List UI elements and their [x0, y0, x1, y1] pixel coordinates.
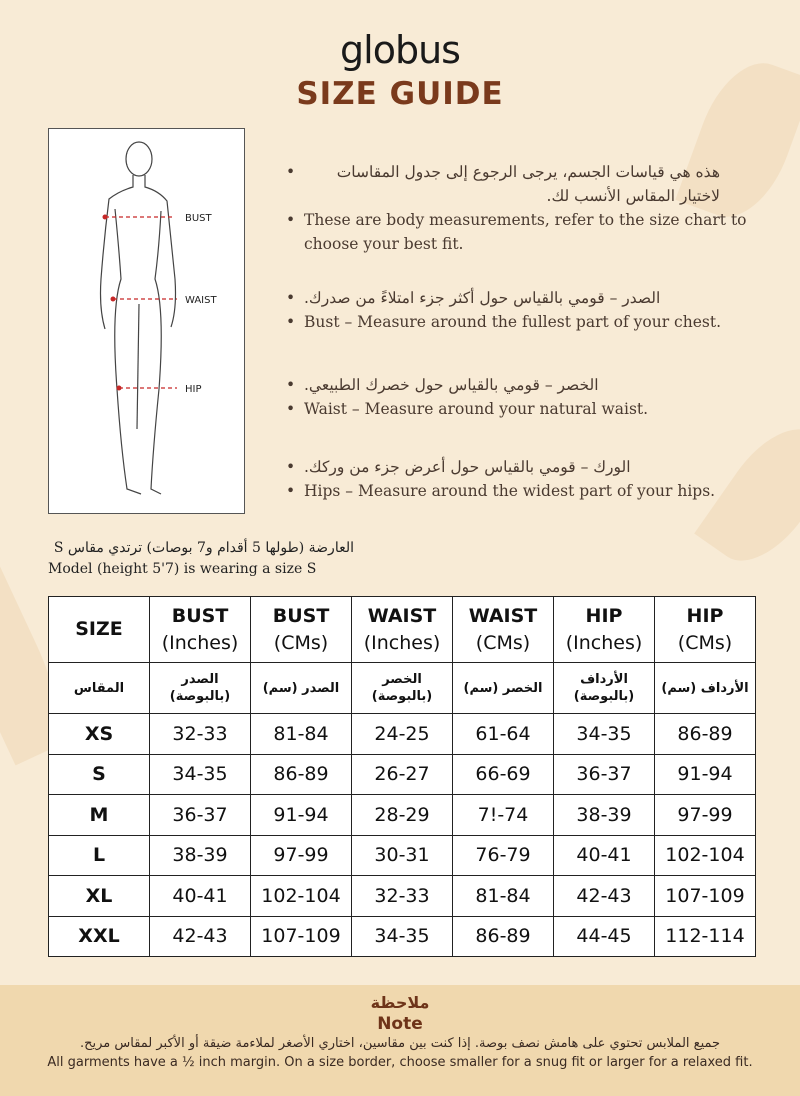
- table-cell: 34-35: [554, 714, 655, 755]
- table-cell: 107-109: [251, 916, 352, 957]
- bullet-en: Hips – Measure around the widest part of your hips.: [304, 482, 716, 500]
- table-cell: 97-99: [251, 835, 352, 876]
- column-header-title: HIP: [686, 604, 724, 627]
- table-row: [49, 754, 756, 795]
- bust-label: BUST: [185, 213, 212, 224]
- note-title-ar: ملاحظة: [370, 993, 430, 1012]
- bullet-en: Bust – Measure around the fullest part of your chest.: [304, 313, 721, 331]
- model-info-ar: العارضة (طولها 5 أقدام و7 بوصات) ترتدي مقاس S: [53, 540, 354, 556]
- column-header-title: HIP: [585, 604, 623, 627]
- table-cell: 112-114: [655, 916, 756, 957]
- table-row: [49, 835, 756, 876]
- size-cell: S: [49, 754, 150, 795]
- bullet-group: • الصدر – قومي بالقياس حول أكثر جزء امتلاءً من صدرك. • Bust – Measure around the fullest part of your chest.: [286, 286, 756, 334]
- column-header-title: BUST: [171, 604, 229, 627]
- table-cell: 66-69: [453, 754, 554, 795]
- header-row-arabic: [49, 663, 756, 714]
- body-measurement-figure: [48, 128, 245, 514]
- table-cell: 61-64: [453, 714, 554, 755]
- table-cell: 42-43: [554, 876, 655, 917]
- bullet-ar: الصدر – قومي بالقياس حول أكثر جزء امتلاءً من صدرك.: [304, 289, 661, 307]
- column-header-unit: (CMs): [273, 631, 329, 654]
- table-cell: 86-89: [655, 714, 756, 755]
- table-cell: 7!-74: [453, 795, 554, 836]
- table-row: [49, 795, 756, 836]
- bullet-ar: الخصر – قومي بالقياس حول خصرك الطبيعي.: [304, 376, 599, 394]
- table-cell: 44-45: [554, 916, 655, 957]
- table-cell: 76-79: [453, 835, 554, 876]
- column-header-title: BUST: [272, 604, 330, 627]
- column-header-unit: (Inches): [161, 631, 239, 654]
- column-header-ar: الخصر (بالبوصة): [352, 663, 453, 714]
- bullet-group: • هذه هي قياسات الجسم، يرجى الرجوع إلى جدول المقاسات لاختيار المقاس الأنسب لك. • These are body measurements, refer to the size chart to choose your best fit.: [286, 160, 756, 256]
- table-cell: 102-104: [251, 876, 352, 917]
- size-cell: XS: [49, 714, 150, 755]
- column-header-ar: المقاس: [49, 663, 150, 714]
- bullet-group: • الورك – قومي بالقياس حول أعرض جزء من وركك. • Hips – Measure around the widest part of your hips.: [286, 455, 756, 503]
- table-cell: 91-94: [655, 754, 756, 795]
- note-section: [0, 985, 800, 1096]
- table-cell: 102-104: [655, 835, 756, 876]
- table-cell: 30-31: [352, 835, 453, 876]
- column-header: [655, 597, 756, 663]
- table-cell: 86-89: [251, 754, 352, 795]
- column-header: [453, 597, 554, 663]
- table-cell: 91-94: [251, 795, 352, 836]
- hip-label: HIP: [185, 384, 202, 395]
- size-cell: M: [49, 795, 150, 836]
- header-row: [49, 597, 756, 663]
- size-chart-table: [48, 596, 756, 957]
- column-header-ar: الأرداف (بالبوصة): [554, 663, 655, 714]
- bullet-ar: هذه هي قياسات الجسم، يرجى الرجوع إلى جدول المقاسات لاختيار المقاس الأنسب لك.: [336, 163, 720, 205]
- table-cell: 32-33: [352, 876, 453, 917]
- table-cell: 34-35: [352, 916, 453, 957]
- note-title: Note: [377, 1014, 423, 1034]
- size-cell: XXL: [49, 916, 150, 957]
- table-cell: 36-37: [150, 795, 251, 836]
- bullet-en: These are body measurements, refer to the size chart to choose your best fit.: [304, 211, 747, 253]
- waist-label: WAIST: [185, 295, 217, 306]
- table-cell: 42-43: [150, 916, 251, 957]
- table-cell: 28-29: [352, 795, 453, 836]
- table-cell: 36-37: [554, 754, 655, 795]
- table-row: [49, 876, 756, 917]
- column-header: [49, 597, 150, 663]
- bullet-group: • الخصر – قومي بالقياس حول خصرك الطبيعي. • Waist – Measure around your natural waist.: [286, 373, 756, 421]
- table-cell: 32-33: [150, 714, 251, 755]
- model-info-en: Model (height 5'7) is wearing a size S: [48, 561, 317, 577]
- column-header-ar: الأرداف (سم): [655, 663, 756, 714]
- column-header-title: WAIST: [367, 604, 437, 627]
- column-header: [554, 597, 655, 663]
- note-text-ar: جميع الملابس تحتوي على هامش نصف بوصة. إذا كنت بين مقاسين، اختاري الأصغر لملاءمة ضيقة أو الأكبر لمقاس مريح.: [79, 1036, 721, 1051]
- table-cell: 34-35: [150, 754, 251, 795]
- column-header-title: WAIST: [468, 604, 538, 627]
- brand-logo: globus: [340, 28, 460, 72]
- column-header-unit: (Inches): [565, 631, 643, 654]
- table-cell: 26-27: [352, 754, 453, 795]
- bullet-ar: الورك – قومي بالقياس حول أعرض جزء من وركك.: [304, 458, 631, 476]
- column-header-unit: (CMs): [677, 631, 733, 654]
- bullet-en: Waist – Measure around your natural waist.: [304, 400, 649, 418]
- table-cell: 86-89: [453, 916, 554, 957]
- table-cell: 38-39: [150, 835, 251, 876]
- table-cell: 81-84: [251, 714, 352, 755]
- column-header-ar: الصدر (بالبوصة): [150, 663, 251, 714]
- column-header-title: SIZE: [75, 618, 123, 640]
- size-cell: L: [49, 835, 150, 876]
- column-header-ar: الصدر (سم): [251, 663, 352, 714]
- model-info: [48, 538, 354, 580]
- table-cell: 40-41: [554, 835, 655, 876]
- body-outline-illustration: [49, 129, 246, 515]
- column-header: [251, 597, 352, 663]
- table-row: [49, 714, 756, 755]
- column-header: [150, 597, 251, 663]
- table-cell: 81-84: [453, 876, 554, 917]
- table-cell: 97-99: [655, 795, 756, 836]
- table-cell: 107-109: [655, 876, 756, 917]
- note-text: All garments have a ½ inch margin. On a size border, choose smaller for a snug fit or larger for a relaxed fit.: [47, 1055, 753, 1070]
- column-header-unit: (Inches): [363, 631, 441, 654]
- table-row: [49, 916, 756, 957]
- table-cell: 24-25: [352, 714, 453, 755]
- table-cell: 40-41: [150, 876, 251, 917]
- column-header: [352, 597, 453, 663]
- column-header-unit: (CMs): [475, 631, 531, 654]
- column-header-ar: الخصر (سم): [453, 663, 554, 714]
- table-cell: 38-39: [554, 795, 655, 836]
- page-title: SIZE GUIDE: [296, 76, 504, 112]
- size-cell: XL: [49, 876, 150, 917]
